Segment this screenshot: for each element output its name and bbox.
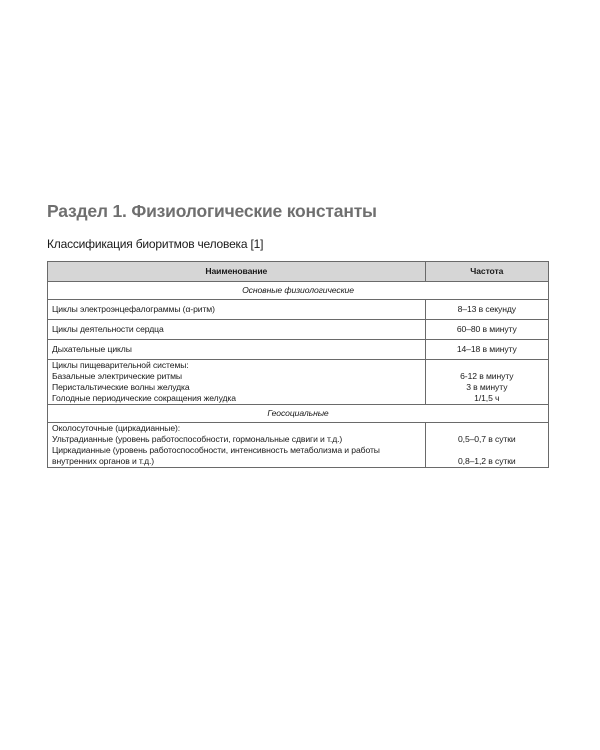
circadian-frequency: 0,8–1,2 в сутки: [457, 456, 516, 466]
section-title: Раздел 1. Физиологические константы: [47, 201, 377, 221]
row-frequency: 60–80 в минуту: [425, 320, 548, 340]
header-name: Наименование: [48, 262, 426, 282]
row-name: Дыхательные циклы: [48, 340, 426, 360]
row-name: Циклы деятельности сердца: [48, 320, 426, 340]
table-caption: Классификация биоритмов человека [1]: [47, 237, 264, 251]
digestive-title: Циклы пищеварительной системы:: [52, 360, 189, 370]
table-row-geosocial: [48, 423, 549, 468]
digestive-item-name: Базальные электрические ритмы: [52, 371, 182, 381]
digestive-item-frequency: 6-12 в минуту: [460, 371, 514, 381]
geosocial-names: [48, 423, 426, 468]
circadian-name-line2: внутренних органов и т.д.): [52, 456, 155, 466]
geosocial-frequencies: [425, 423, 548, 468]
digestive-item-name: Голодные периодические сокращения желудка: [52, 393, 236, 403]
digestive-names: [48, 360, 426, 405]
category-physiological: Основные физиологические: [48, 282, 549, 300]
ultradian-frequency: 0,5–0,7 в сутки: [457, 434, 516, 444]
digestive-item-frequency: 3 в минуту: [466, 382, 508, 392]
geosocial-title: Околосуточные (циркадианные):: [52, 423, 181, 433]
category-row-geosocial: [48, 405, 549, 423]
table-row: [48, 320, 549, 340]
digestive-item-name: Перистальтические волны желудка: [52, 382, 190, 392]
table-row: [48, 300, 549, 320]
table-row-digestive: [48, 360, 549, 405]
biorhythm-table: [47, 261, 549, 468]
table-row: [48, 340, 549, 360]
digestive-item-frequency: 1/1,5 ч: [474, 393, 500, 403]
circadian-name-line1: Циркадианные (уровень работоспособности, интенсивность метаболизма и работы: [52, 445, 380, 455]
row-frequency: 8–13 в секунду: [425, 300, 548, 320]
header-frequency: Частота: [425, 262, 548, 282]
row-frequency: 14–18 в минуту: [425, 340, 548, 360]
category-row-physiological: [48, 282, 549, 300]
row-name: Циклы электроэнцефалограммы (α-ритм): [48, 300, 426, 320]
table-header-row: [48, 262, 549, 282]
ultradian-name: Ультрадианные (уровень работоспособности, гормональные сдвиги и т.д.): [52, 434, 343, 444]
category-geosocial: Геосоциальные: [48, 405, 549, 423]
digestive-frequencies: [425, 360, 548, 405]
